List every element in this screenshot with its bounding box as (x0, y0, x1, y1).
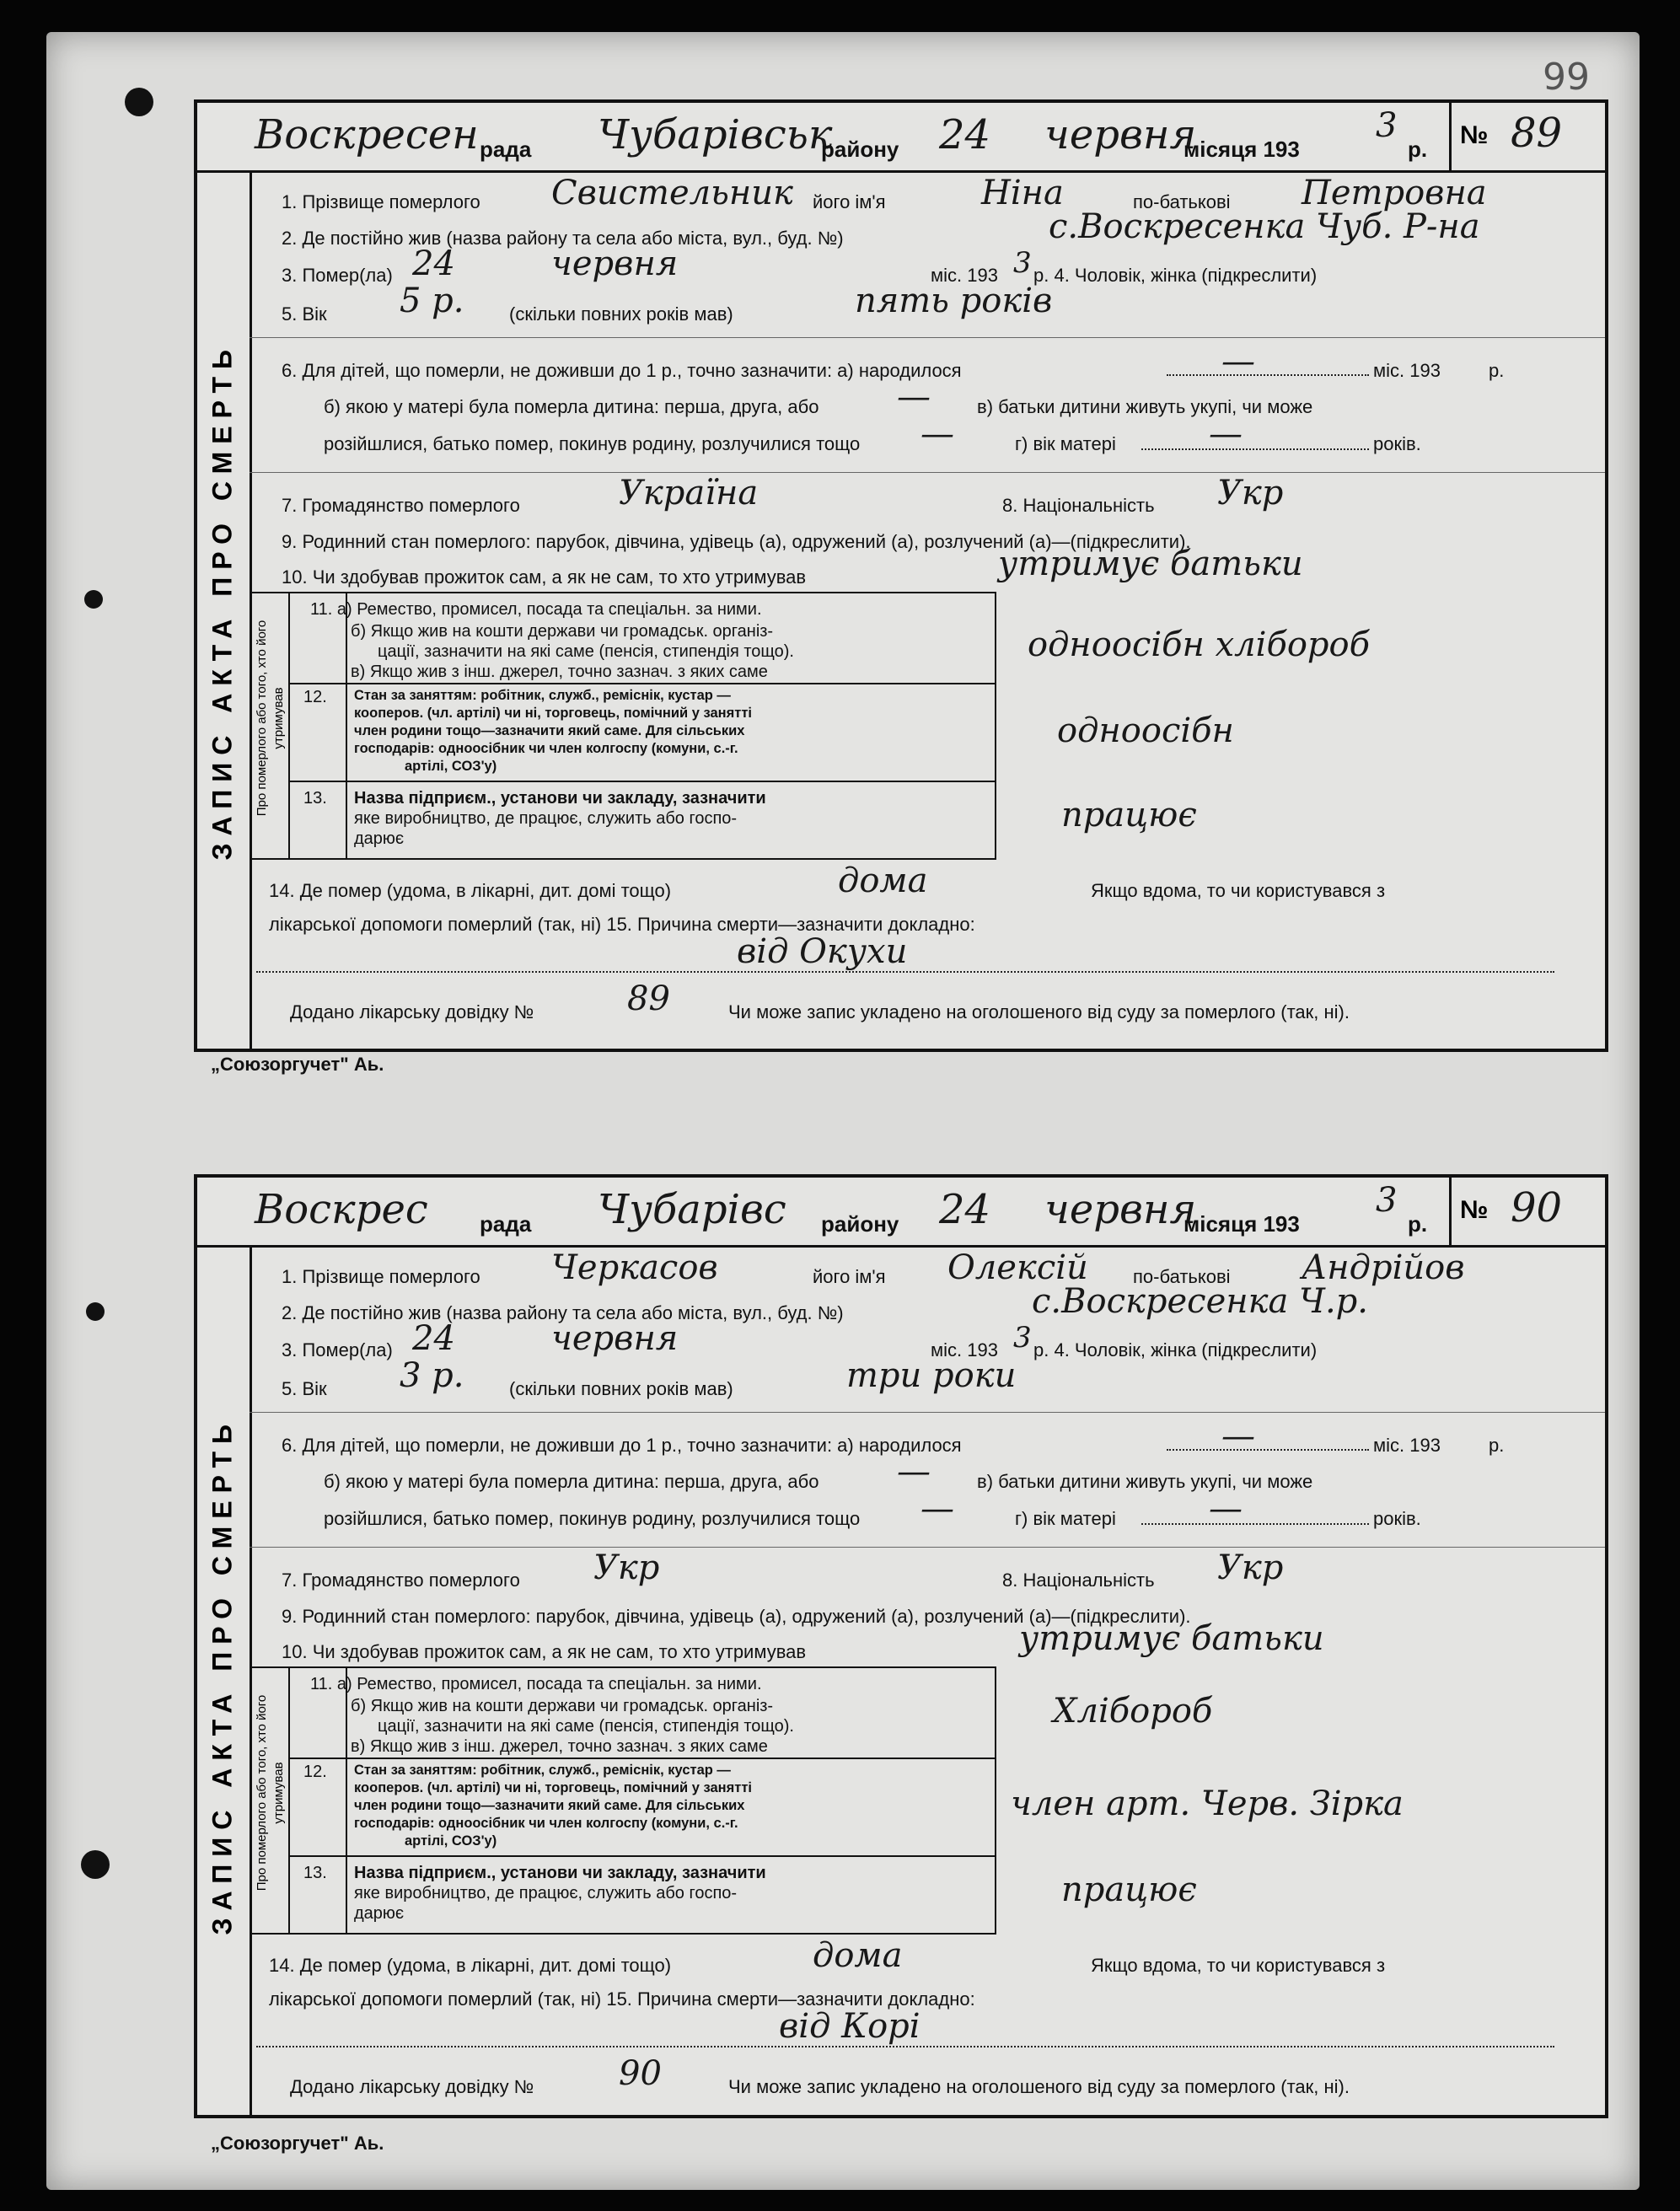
row14-line2: лікарської допомоги померлий (так, ні) 15. Причина смерти—зазначити докладно: (269, 914, 975, 935)
row12-line3: член родини тощо—зазначити який саме. Для сільських (354, 723, 745, 738)
death-year-digit: 3 (1013, 1321, 1032, 1355)
nationality-label: 8. Національність (1002, 495, 1155, 516)
row6c-line (1141, 1523, 1369, 1525)
year-digit: 3 (1376, 1181, 1398, 1220)
row14-line1b: Якщо вдома, то чи користувався з (1091, 880, 1386, 901)
number-label: № (1460, 1196, 1489, 1224)
row13-line1: Назва підприєм., установи чи закладу, зазначити (354, 1864, 766, 1882)
row11-line2: б) Якщо жив на кошти держави чи громадськ. організ- (351, 1697, 774, 1715)
row6b-text2: в) батьки дитини живуть укупі, чи може (977, 1471, 1313, 1492)
row14-line1b: Якщо вдома, то чи користувався з (1091, 1955, 1386, 1976)
death-record-form-1 (194, 99, 1608, 1052)
record-number: 89 (1511, 110, 1563, 157)
row11-line2: б) Якщо жив на кошти держави чи громадськ. організ- (351, 622, 774, 641)
subtable-side-label: Про померлого або того, хто його утримував (255, 620, 286, 817)
row6c-text2: г) вік матері (1015, 1508, 1116, 1529)
death-record-form-2 (194, 1174, 1608, 2118)
side-column (197, 170, 252, 1049)
certificate-number: 90 (619, 2054, 662, 2093)
row7-label: 7. Громадянство померлого (282, 1570, 520, 1591)
occupation-subtable (250, 1666, 996, 1935)
row10-label: 10. Чи здобував прожиток сам, а як не сам, то хто утримував (282, 1641, 807, 1662)
row13-num: 13. (303, 1864, 327, 1882)
residence-value: с.Воскресенка Ч.р. (1032, 1282, 1368, 1321)
death-year-digit: 3 (1013, 246, 1032, 280)
row6c-dash: — (921, 1489, 954, 1528)
row12-line3: член родини тощо—зазначити який саме. Для сільських (354, 1798, 745, 1813)
row6b-text: б) якою у матері була померла дитина: перша, друга, або (324, 1471, 819, 1492)
row1-label: 1. Прізвище померлого (282, 1266, 480, 1287)
row6c-text: розійшлися, батько помер, покинув родину, розлучилися тощо (324, 1508, 861, 1529)
district-value: Чубарівськ (598, 111, 833, 158)
row12-line4: господарів: одноосібник чи член колгоспу (комуни, с.-г. (354, 1816, 738, 1831)
divider (250, 1547, 1605, 1548)
subtable-side (251, 593, 290, 858)
row13-line2: яке виробництво, де працює, служить або госпо- (354, 1884, 738, 1902)
cause-line (256, 2046, 1554, 2047)
name-label: його ім'я (813, 1266, 886, 1287)
citizenship-value: Укр (593, 1548, 660, 1587)
day-value: 24 (939, 111, 991, 158)
certificate-label: Додано лікарську довідку № (290, 1001, 534, 1022)
nationality-value: Укр (1217, 1548, 1284, 1587)
r-label: р. (1408, 137, 1428, 162)
row6b-dash: — (897, 1452, 931, 1491)
row-divider (288, 683, 995, 684)
surname-value: Свистельник (551, 174, 793, 212)
form-header (197, 1178, 1605, 1248)
occupation-value: Хлібороб (1053, 1692, 1213, 1731)
age-value: 3 р. (400, 1356, 464, 1395)
row11-line3: цації, зазначити на які саме (пенсія, стипендія тощо). (378, 642, 794, 661)
row6c-dash: — (921, 415, 954, 453)
row6a-line (1167, 1449, 1369, 1451)
death-cause-value: від Корі (779, 2007, 921, 2046)
record-number-box (1449, 1178, 1608, 1245)
row6c-text: розійшлися, батько помер, покинув родину, розлучилися тощо (324, 433, 861, 454)
row11-line1: 11. а) Ремество, промисел, посада та спеціальн. за ними. (310, 600, 762, 619)
row12-num: 12. (303, 1763, 327, 1781)
death-cause-value: від Окухи (737, 932, 908, 971)
side-title: ЗАПИС АКТА ПРО СМЕРТЬ (207, 341, 238, 861)
month-year-label: місяця 193 (1184, 137, 1300, 162)
row6c-years: років. (1373, 433, 1421, 454)
row13-line2: яке виробництво, де працює, служить або госпо- (354, 809, 738, 828)
death-month: червня (551, 1319, 679, 1358)
patronymic-label: по-батькові (1133, 191, 1231, 212)
death-mis-label: міс. 193 (931, 1339, 998, 1360)
printer-stamp-1: „Союзоргучет" Аь. (211, 1054, 384, 1075)
day-value: 24 (939, 1186, 991, 1233)
rada-label: рада (480, 137, 532, 162)
punch-hole-1 (125, 88, 153, 116)
row12-num: 12. (303, 688, 327, 706)
row6c-line (1141, 448, 1369, 450)
row6a-mis: міс. 193 (1373, 1435, 1441, 1456)
row13-line3: дарює (354, 829, 405, 848)
court-question: Чи може запис укладено на оголошеного від суду за померлого (так, ні). (728, 2076, 1350, 2097)
status-value: одноосібн (1057, 711, 1234, 750)
row13-line1: Назва підприєм., установи чи закладу, зазначити (354, 789, 766, 808)
supporter-value: утримує батьки (1019, 1619, 1324, 1658)
row13-line3: дарює (354, 1904, 405, 1923)
row14-line1: 14. Де помер (удома, в лікарні, дит. домі тощо) (269, 880, 672, 901)
death-month: червня (551, 244, 679, 283)
age-words: три роки (846, 1356, 1017, 1395)
row6a-text: 6. Для дітей, що померли, не доживши до 1 р., точно зазначити: а) народилося (282, 1435, 962, 1456)
record-number: 90 (1511, 1184, 1563, 1232)
row12-line2: кооперов. (чл. артілі) чи ні, торговець, помічний у занятті (354, 706, 753, 721)
row12-line1: Стан за заняттям: робітник, служб., реміснік, кустар — (354, 688, 731, 703)
row6a-dash: — (1221, 1417, 1255, 1456)
row12-line2: кооперов. (чл. артілі) чи ні, торговець, помічний у занятті (354, 1780, 753, 1795)
punch-hole-4 (81, 1850, 110, 1879)
age-value: 5 р. (400, 282, 464, 320)
village-value: Воскресен (255, 111, 479, 158)
occupation-value: одноосібн хлібороб (1028, 625, 1371, 664)
divider (250, 1412, 1605, 1413)
court-question: Чи може запис укладено на оголошеного від суду за померлого (так, ні). (728, 1001, 1350, 1022)
divider (250, 472, 1605, 473)
subtable-side (251, 1668, 290, 1933)
raion-label: району (821, 137, 899, 162)
citizenship-value: Україна (619, 474, 759, 513)
row6a-text: 6. Для дітей, що померли, не доживши до 1 р., точно зазначити: а) народилося (282, 360, 962, 381)
row6b-dash: — (897, 378, 931, 416)
patronymic-value: Петровна (1302, 174, 1487, 212)
printer-stamp-2: „Союзоргучет" Аь. (211, 2133, 384, 2154)
num-col-divider (346, 1668, 347, 1933)
status-value: член арт. Черв. Зірка (1011, 1784, 1404, 1823)
surname-value: Черкасов (551, 1248, 718, 1287)
workplace-value: працює (1061, 796, 1197, 834)
occupation-subtable (250, 592, 996, 860)
gender-label: р. 4. Чоловік, жінка (підкреслити) (1033, 1339, 1318, 1360)
death-place-value: дома (813, 1936, 903, 1975)
row10-label: 10. Чи здобував прожиток сам, а як не сам, то хто утримував (282, 566, 807, 588)
row13-num: 13. (303, 789, 327, 808)
age-hint: (скільки повних років мав) (509, 303, 733, 325)
row-divider (288, 1855, 995, 1857)
workplace-value: працює (1061, 1870, 1197, 1909)
row11-line4: в) Якщо жив з інш. джерел, точно зазнач. з яких саме (351, 1737, 768, 1756)
row6c-dash2: — (1209, 415, 1243, 453)
residence-value: с.Воскресенка Чуб. Р-на (1049, 207, 1480, 246)
row6c-text2: г) вік матері (1015, 433, 1116, 454)
death-mis-label: міс. 193 (931, 265, 998, 286)
row5-label: 5. Вік (282, 303, 327, 325)
row3-label: 3. Помер(ла) (282, 265, 393, 286)
rada-label: рада (480, 1211, 532, 1237)
row11-line3: цації, зазначити на які саме (пенсія, стипендія тощо). (378, 1717, 794, 1736)
row6c-years: років. (1373, 1508, 1421, 1529)
district-value: Чубарівс (598, 1186, 786, 1233)
record-number-box (1449, 103, 1608, 170)
row6a-mis: міс. 193 (1373, 360, 1441, 381)
row-divider (288, 1758, 995, 1759)
side-column (197, 1245, 252, 2115)
row6b-text2: в) батьки дитини живуть укупі, чи може (977, 396, 1313, 417)
punch-hole-2 (84, 590, 103, 609)
month-value: червня (1044, 111, 1197, 158)
form-header (197, 103, 1605, 173)
row6c-dash2: — (1209, 1489, 1243, 1528)
age-hint: (скільки повних років мав) (509, 1378, 733, 1399)
row3-label: 3. Помер(ла) (282, 1339, 393, 1360)
nationality-label: 8. Національність (1002, 1570, 1155, 1591)
month-value: червня (1044, 1186, 1197, 1233)
subtable-side-label: Про померлого або того, хто його утримував (255, 1694, 286, 1892)
row2-label: 2. Де постійно жив (назва району та села або міста, вул., буд. №) (282, 1302, 844, 1323)
punch-hole-3 (86, 1302, 105, 1321)
age-words: пять років (855, 282, 1053, 320)
row6a-dash: — (1221, 342, 1255, 381)
number-label: № (1460, 121, 1489, 149)
cause-line (256, 971, 1554, 973)
row14-line2: лікарської допомоги померлий (так, ні) 15. Причина смерти—зазначити докладно: (269, 1988, 975, 2010)
divider (250, 337, 1605, 338)
row12-line5: артілі, СОЗ'у) (405, 759, 497, 774)
row6b-text: б) якою у матері була померла дитина: перша, друга, або (324, 396, 819, 417)
death-place-value: дома (838, 861, 928, 900)
row6a-r: р. (1489, 360, 1505, 381)
village-value: Воскрес (255, 1186, 428, 1233)
name-label: його ім'я (813, 191, 886, 212)
row9-label: 9. Родинний стан померлого: парубок, дівчина, удівець (а), одружений (а), розлучений (а)—(підкреслити). (282, 1606, 1191, 1627)
raion-label: району (821, 1211, 899, 1237)
row12-line4: господарів: одноосібник чи член колгоспу (комуни, с.-г. (354, 741, 738, 756)
month-year-label: місяця 193 (1184, 1211, 1300, 1237)
death-day: 24 (412, 244, 455, 283)
row7-label: 7. Громадянство померлого (282, 495, 520, 516)
row-divider (288, 781, 995, 782)
patronymic-label: по-батькові (1133, 1266, 1231, 1287)
row12-line5: артілі, СОЗ'у) (405, 1833, 497, 1849)
row11-line4: в) Якщо жив з інш. джерел, точно зазнач. з яких саме (351, 663, 768, 681)
side-title: ЗАПИС АКТА ПРО СМЕРТЬ (207, 1416, 238, 1935)
row2-label: 2. Де постійно жив (назва району та села або міста, вул., буд. №) (282, 228, 844, 249)
row9-label: 9. Родинний стан померлого: парубок, дівчина, удівець (а), одружений (а), розлучений (а)—(підкреслити). (282, 531, 1191, 552)
certificate-number: 89 (627, 979, 670, 1018)
supporter-value: утримує батьки (998, 545, 1303, 583)
year-digit: 3 (1376, 106, 1398, 145)
page-number: 99 (1543, 56, 1590, 99)
row11-line1: 11. а) Ремество, промисел, посада та спеціальн. за ними. (310, 1675, 762, 1693)
row14-line1: 14. Де помер (удома, в лікарні, дит. домі тощо) (269, 1955, 672, 1976)
death-day: 24 (412, 1319, 455, 1358)
row1-label: 1. Прізвище померлого (282, 191, 480, 212)
r-label: р. (1408, 1211, 1428, 1237)
row6a-r: р. (1489, 1435, 1505, 1456)
nationality-value: Укр (1217, 474, 1284, 513)
gender-label: р. 4. Чоловік, жінка (підкреслити) (1033, 265, 1318, 286)
row6a-line (1167, 374, 1369, 376)
row5-label: 5. Вік (282, 1378, 327, 1399)
num-col-divider (346, 593, 347, 858)
patronymic-value: Андрійов (1302, 1248, 1465, 1287)
certificate-label: Додано лікарську довідку № (290, 2076, 534, 2097)
name-value: Ніна (981, 174, 1064, 212)
name-value: Олексій (947, 1248, 1088, 1287)
row12-line1: Стан за заняттям: робітник, служб., реміснік, кустар — (354, 1763, 731, 1778)
